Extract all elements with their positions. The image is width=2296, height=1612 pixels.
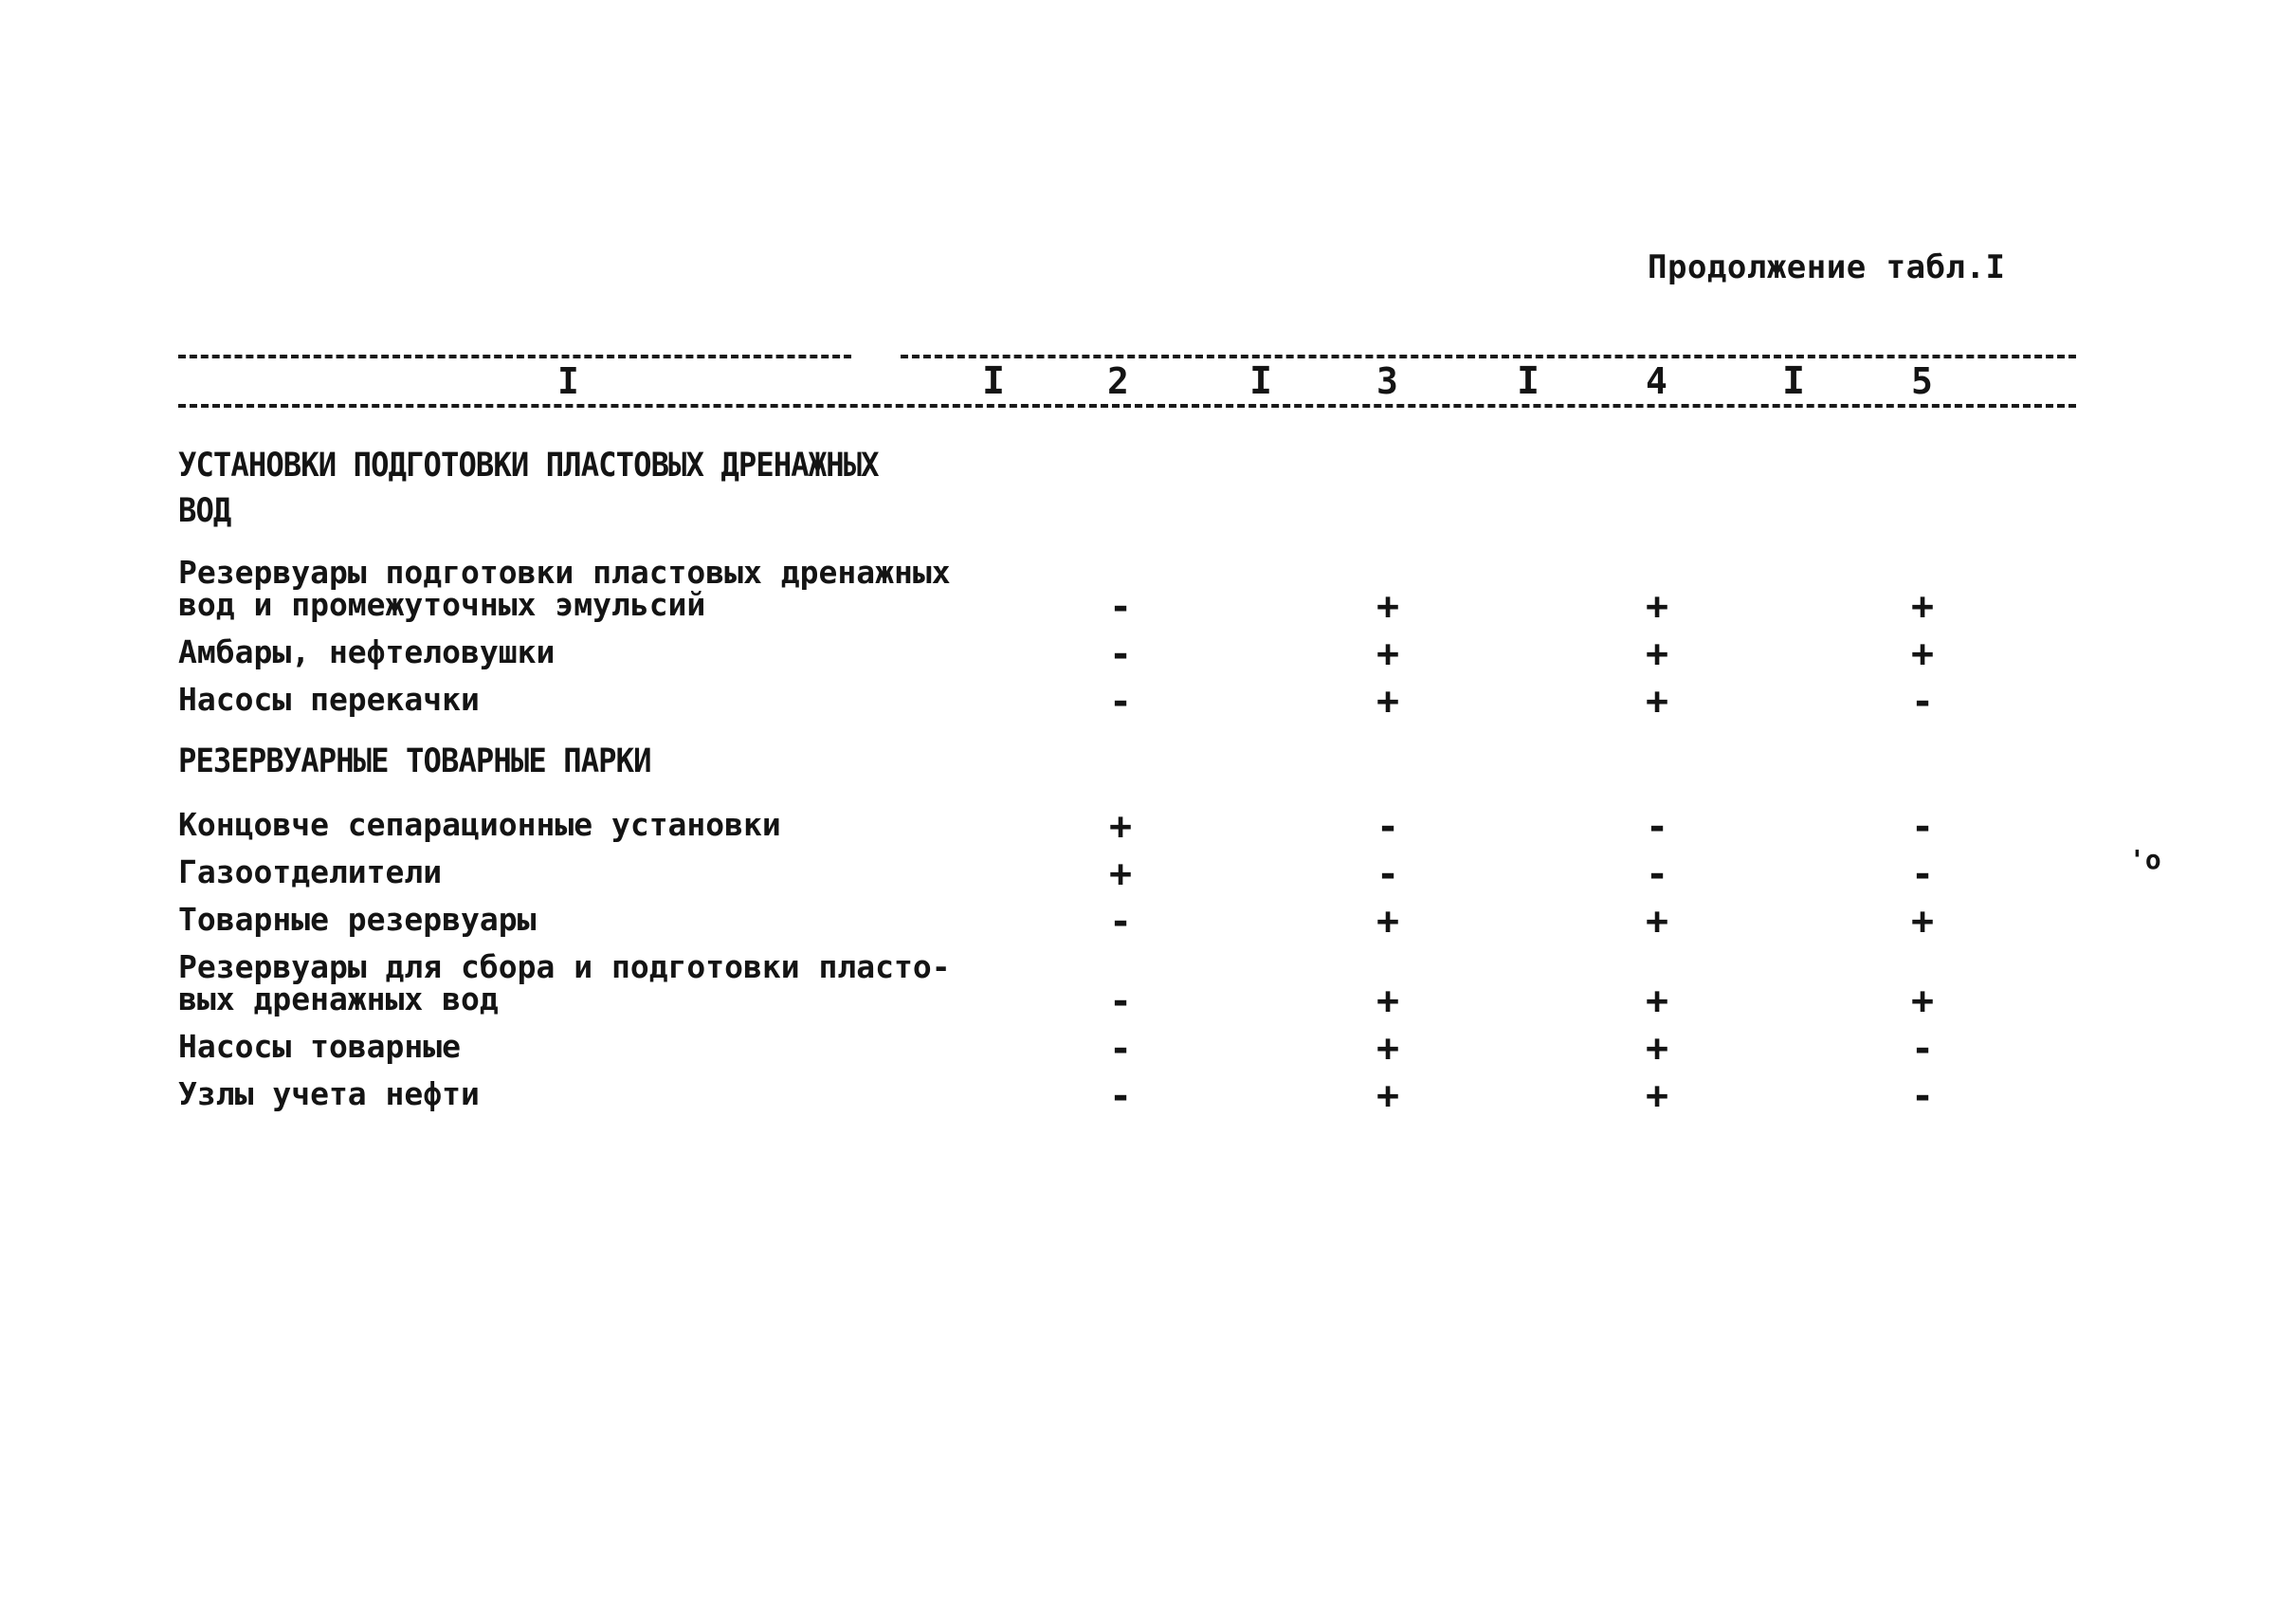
- column-separator: I: [1782, 359, 1806, 403]
- table-cell-mark: +: [1108, 805, 1133, 849]
- table-cell-mark: +: [1645, 680, 1669, 724]
- column-header-3: 3: [1376, 360, 1398, 402]
- table-cell-mark: -: [1108, 1027, 1133, 1071]
- stray-mark: 'o: [2129, 844, 2161, 875]
- table-cell-mark: -: [1910, 1027, 1935, 1071]
- section-title: УСТАНОВКИ ПОДГОТОВКИ ПЛАСТОВЫХ ДРЕНАЖНЫХ: [178, 447, 879, 485]
- continuation-label: Продолжение табл.I: [1648, 248, 2006, 286]
- table-header-rule: [178, 404, 2076, 408]
- table-cell-mark: +: [1645, 1074, 1669, 1118]
- row-label: Резервуары для сбора и подготовки пласто-: [178, 948, 951, 985]
- row-label: Резервуары подготовки пластовых дренажных: [178, 554, 951, 591]
- column-separator: I: [1249, 359, 1273, 403]
- table-cell-mark: -: [1108, 585, 1133, 629]
- table-cell-mark: -: [1645, 852, 1669, 896]
- table-cell-mark: +: [1376, 1074, 1400, 1118]
- table-cell-mark: -: [1910, 805, 1935, 849]
- table-top-rule-left: [178, 355, 851, 358]
- table-cell-mark: +: [1645, 1027, 1669, 1071]
- table-cell-mark: -: [1910, 852, 1935, 896]
- column-separator: I: [982, 359, 1006, 403]
- table-cell-mark: -: [1108, 900, 1133, 943]
- table-cell-mark: +: [1108, 852, 1133, 896]
- column-header-5: 5: [1911, 360, 1933, 402]
- row-label: Насосы перекачки: [178, 681, 480, 718]
- section-title: ВОД: [178, 492, 231, 530]
- table-cell-mark: +: [1376, 1027, 1400, 1071]
- column-separator: I: [1517, 359, 1540, 403]
- column-header-4: 4: [1646, 360, 1667, 402]
- column-header-1: I: [557, 360, 579, 402]
- row-label: Концовче сепарационные установки: [178, 806, 781, 843]
- table-cell-mark: -: [1645, 805, 1669, 849]
- table-cell-mark: +: [1645, 585, 1669, 629]
- row-label: Товарные резервуары: [178, 901, 537, 938]
- row-label: Узлы учета нефти: [178, 1075, 480, 1112]
- table-cell-mark: +: [1376, 585, 1400, 629]
- table-cell-mark: +: [1910, 632, 1935, 676]
- table-cell-mark: -: [1108, 1074, 1133, 1118]
- column-header-2: 2: [1107, 360, 1129, 402]
- table-cell-mark: +: [1376, 632, 1400, 676]
- table-cell-mark: -: [1108, 680, 1133, 724]
- section-title: РЕЗЕРВУАРНЫЕ ТОВАРНЫЕ ПАРКИ: [178, 742, 651, 780]
- row-label: вод и промежуточных эмульсий: [178, 586, 706, 623]
- table-cell-mark: -: [1910, 680, 1935, 724]
- table-cell-mark: -: [1108, 632, 1133, 676]
- table-top-rule-right: [901, 355, 2076, 358]
- row-label: вых дренажных вод: [178, 980, 499, 1017]
- table-cell-mark: +: [1376, 980, 1400, 1023]
- table-cell-mark: +: [1376, 900, 1400, 943]
- table-cell-mark: +: [1645, 980, 1669, 1023]
- table-cell-mark: +: [1376, 680, 1400, 724]
- row-label: Амбары, нефтеловушки: [178, 633, 556, 670]
- row-label: Газоотделители: [178, 853, 443, 890]
- table-cell-mark: -: [1108, 980, 1133, 1023]
- table-cell-mark: -: [1376, 852, 1400, 896]
- table-cell-mark: +: [1645, 632, 1669, 676]
- table-cell-mark: +: [1645, 900, 1669, 943]
- table-cell-mark: -: [1910, 1074, 1935, 1118]
- table-cell-mark: +: [1910, 900, 1935, 943]
- table-cell-mark: +: [1910, 585, 1935, 629]
- row-label: Насосы товарные: [178, 1028, 462, 1065]
- table-cell-mark: +: [1910, 980, 1935, 1023]
- table-cell-mark: -: [1376, 805, 1400, 849]
